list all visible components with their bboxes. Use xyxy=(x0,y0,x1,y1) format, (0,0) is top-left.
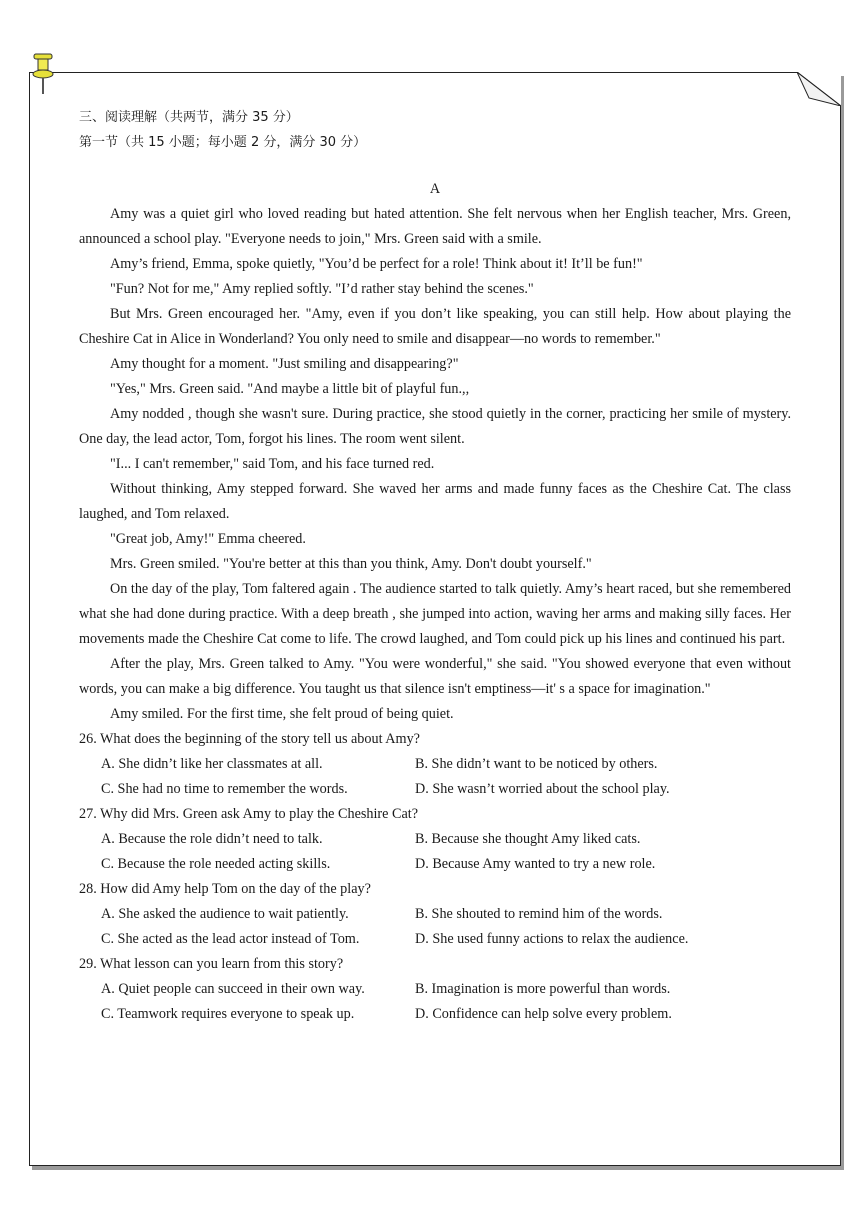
option-d: D. Because Amy wanted to try a new role. xyxy=(415,856,656,872)
option-b: B. She didn’t want to be noticed by others. xyxy=(415,756,658,772)
option-c: C. She had no time to remember the words. xyxy=(101,781,348,797)
pushpin-icon xyxy=(31,52,55,98)
paragraph: On the day of the play, Tom faltered again . The audience started to talk quietly. Amy’s heart raced, but she remembered what she had done during practice. With a deep breath , she jumped into action, waving her arms and making silly faces. Her movements made the Cheshire Cat come to life. The crowd laughed, and Tom could pick up his lines and continued his part. xyxy=(79,581,791,647)
paragraph: Amy nodded , though she wasn't sure. During practice, she stood quietly in the corner, practicing her smile of mystery. One day, the lead actor, Tom, forgot his lines. The room went silent. xyxy=(79,406,791,447)
paragraph: "Yes," Mrs. Green said. "And maybe a little bit of playful fun.,, xyxy=(110,381,470,397)
option-b: B. Imagination is more powerful than words. xyxy=(415,981,671,997)
passage xyxy=(79,202,791,727)
option-d: D. She used funny actions to relax the audience. xyxy=(415,931,689,947)
paragraph: "Fun? Not for me," Amy replied softly. "I’d rather stay behind the scenes." xyxy=(110,281,534,297)
option-a: A. She didn’t like her classmates at all. xyxy=(101,756,323,772)
paragraph: But Mrs. Green encouraged her. "Amy, even if you don’t like speaking, you can still help. How about playing the Cheshire Cat in Alice in Wonderland? You only need to smile and disappear—no words to remember." xyxy=(79,306,791,347)
part-title: 三、阅读理解（共两节，满分 35 分） xyxy=(79,110,299,125)
paragraph: After the play, Mrs. Green talked to Amy. "You were wonderful," she said. "You showed everyone that even without words, you can make a big difference. You taught us that silence isn't emptiness—it' s a space for imagination." xyxy=(79,656,791,697)
section-title: 第一节（共 15 小题；每小题 2 分，满分 30 分） xyxy=(79,135,367,150)
question-29 xyxy=(79,952,791,1027)
question-stem: 27. Why did Mrs. Green ask Amy to play the Cheshire Cat? xyxy=(79,806,418,822)
page-fold-corner-icon xyxy=(797,72,841,106)
option-b: B. She shouted to remind him of the words. xyxy=(415,906,663,922)
option-c: C. She acted as the lead actor instead of Tom. xyxy=(101,931,360,947)
option-d: D. Confidence can help solve every problem. xyxy=(415,1006,672,1022)
option-a: A. Quiet people can succeed in their own way. xyxy=(101,981,365,997)
question-26 xyxy=(79,727,791,802)
paragraph: Amy’s friend, Emma, spoke quietly, "You’d be perfect for a role! Think about it! It’ll be fun!" xyxy=(110,256,643,272)
paragraph: Amy was a quiet girl who loved reading but hated attention. She felt nervous when her English teacher, Mrs. Green, announced a school play. "Everyone needs to join," Mrs. Green said with a smile. xyxy=(79,206,791,247)
question-27 xyxy=(79,802,791,877)
passage-label: A xyxy=(429,181,441,197)
paragraph: Mrs. Green smiled. "You're better at this than you think, Amy. Don't doubt yourself." xyxy=(110,556,592,572)
paragraph: "Great job, Amy!" Emma cheered. xyxy=(110,531,306,547)
paragraph: Without thinking, Amy stepped forward. She waved her arms and made funny faces as the Cheshire Cat. The class laughed, and Tom relaxed. xyxy=(79,481,791,522)
option-a: A. She asked the audience to wait patiently. xyxy=(101,906,349,922)
paragraph: Amy smiled. For the first time, she felt proud of being quiet. xyxy=(110,706,454,722)
question-stem: 26. What does the beginning of the story tell us about Amy? xyxy=(79,731,420,747)
option-a: A. Because the role didn’t need to talk. xyxy=(101,831,323,847)
question-28 xyxy=(79,877,791,952)
question-stem: 28. How did Amy help Tom on the day of the play? xyxy=(79,881,371,897)
option-c: C. Because the role needed acting skills. xyxy=(101,856,331,872)
option-b: B. Because she thought Amy liked cats. xyxy=(415,831,641,847)
option-c: C. Teamwork requires everyone to speak up. xyxy=(101,1006,355,1022)
option-d: D. She wasn’t worried about the school play. xyxy=(415,781,670,797)
question-stem: 29. What lesson can you learn from this story? xyxy=(79,956,344,972)
paragraph: Amy thought for a moment. "Just smiling and disappearing?" xyxy=(110,356,459,372)
paragraph: "I... I can't remember," said Tom, and his face turned red. xyxy=(110,456,435,472)
document-content xyxy=(79,105,791,1027)
